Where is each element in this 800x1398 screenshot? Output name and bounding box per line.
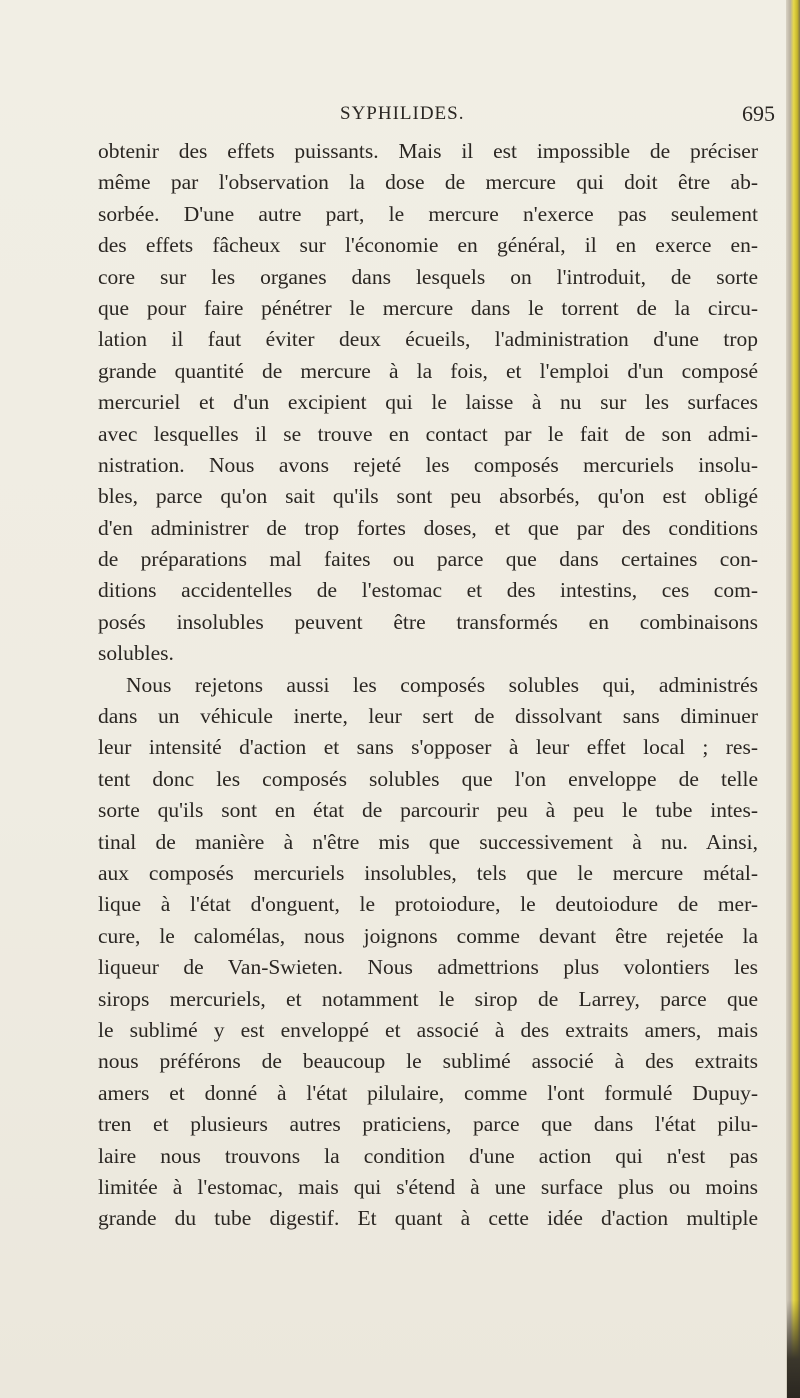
text-line: liqueur de Van-Swieten. Nous admettrions plus volontiers les: [98, 955, 758, 980]
text-line: sorte qu'ils sont en état de parcourir peu à peu le tube intes-: [98, 798, 758, 823]
book-edge-shadow: [787, 1300, 800, 1398]
text-line: grande quantité de mercure à la fois, et l'emploi d'un composé: [98, 358, 758, 383]
text-line: de préparations mal faites ou parce que dans certaines con-: [98, 547, 758, 572]
text-line: amers et donné à l'état pilulaire, comme l'ont formulé Dupuy-: [98, 1080, 758, 1105]
text-line: solubles.: [98, 641, 174, 666]
text-line: tren et plusieurs autres praticiens, parce que dans l'état pilu-: [98, 1112, 758, 1137]
text-line: ditions accidentelles de l'estomac et des intestins, ces com-: [98, 578, 758, 603]
text-line: le sublimé y est enveloppé et associé à des extraits amers, mais: [98, 1017, 758, 1042]
page-header: [0, 103, 786, 133]
text-line: nistration. Nous avons rejeté les composés mercuriels insolu-: [98, 452, 758, 477]
text-line: lique à l'état d'onguent, le protoiodure, le deutoiodure de mer-: [98, 892, 758, 917]
running-title: SYPHILIDES.: [340, 103, 465, 124]
text-line: grande du tube digestif. Et quant à cette idée d'action multiple: [98, 1206, 758, 1231]
text-line: obtenir des effets puissants. Mais il est impossible de préciser: [98, 139, 758, 163]
paragraph-2: [98, 670, 758, 1235]
body-text: [98, 136, 758, 1235]
paragraph-1: [98, 136, 758, 670]
text-line: sirops mercuriels, et notamment le sirop de Larrey, parce que: [98, 986, 758, 1011]
text-line: même par l'observation la dose de mercure qui doit être ab-: [98, 170, 758, 195]
text-line: leur intensité d'action et sans s'opposer à leur effet local ; res-: [98, 735, 758, 760]
text-line: des effets fâcheux sur l'économie en général, il en exerce en-: [98, 233, 758, 258]
text-line: tinal de manière à n'être mis que successivement à nu. Ainsi,: [98, 829, 758, 854]
text-line: mercuriel et d'un excipient qui le laisse à nu sur les surfaces: [98, 390, 758, 415]
text-line: laire nous trouvons la condition d'une action qui n'est pas: [98, 1143, 758, 1168]
text-line: posés insolubles peuvent être transformés en combinaisons: [98, 609, 758, 634]
text-line: limitée à l'estomac, mais qui s'étend à une surface plus ou moins: [98, 1174, 758, 1199]
text-line: nous préférons de beaucoup le sublimé associé à des extraits: [98, 1049, 758, 1074]
text-line: cure, le calomélas, nous joignons comme devant être rejetée la: [98, 923, 758, 948]
page-number: 695: [742, 101, 775, 126]
text-line: avec lesquelles il se trouve en contact par le fait de son admi-: [98, 421, 758, 446]
text-line: core sur les organes dans lesquels on l'introduit, de sorte: [98, 264, 758, 289]
text-line: d'en administrer de trop fortes doses, et que par des conditions: [98, 515, 758, 540]
text-line: dans un véhicule inerte, leur sert de dissolvant sans diminuer: [98, 704, 758, 729]
text-line: aux composés mercuriels insolubles, tels que le mercure métal-: [98, 860, 758, 885]
text-line: que pour faire pénétrer le mercure dans le torrent de la circu-: [98, 295, 758, 320]
text-line: sorbée. D'une autre part, le mercure n'exerce pas seulement: [98, 201, 758, 226]
text-line: lation il faut éviter deux écueils, l'administration d'une trop: [98, 327, 758, 352]
text-line: tent donc les composés solubles que l'on enveloppe de telle: [98, 766, 758, 791]
text-line: bles, parce qu'on sait qu'ils sont peu absorbés, qu'on est obligé: [98, 484, 758, 509]
book-edge: [786, 0, 800, 1398]
text-line: Nous rejetons aussi les composés solubles qui, administrés: [126, 672, 758, 697]
